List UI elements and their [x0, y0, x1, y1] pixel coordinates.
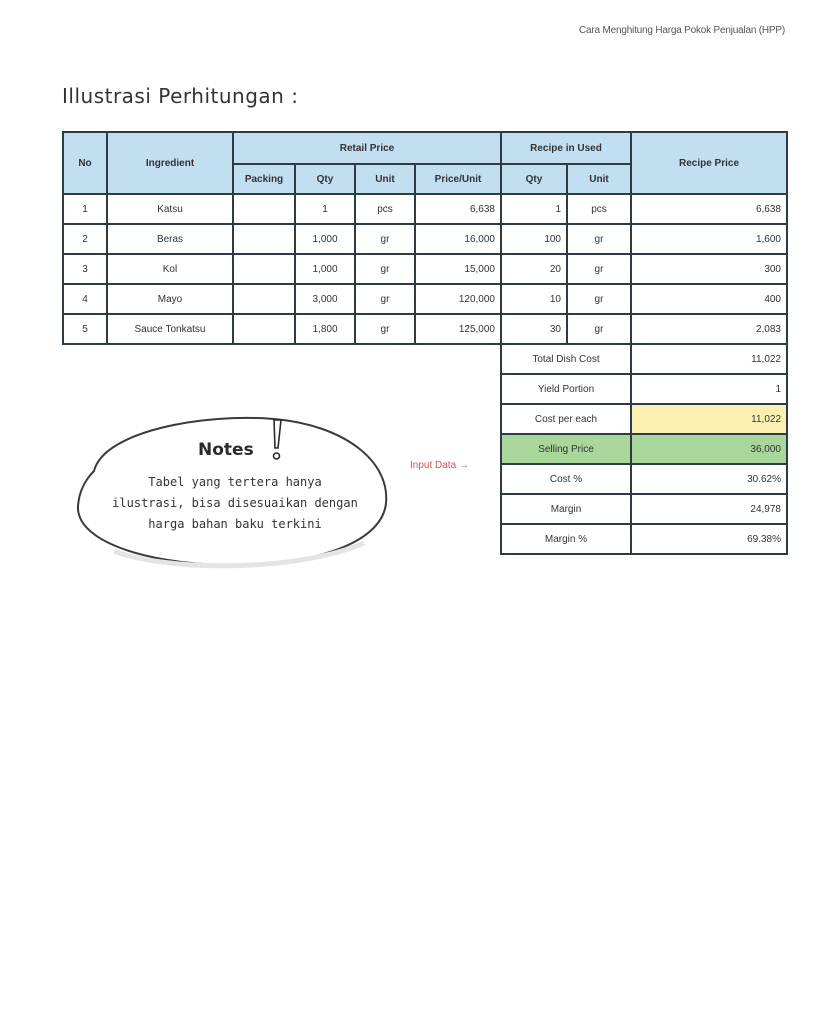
cell-ingredient: Beras: [107, 224, 233, 254]
header-qty: Qty: [295, 164, 355, 194]
cell-recipe-unit: gr: [567, 314, 631, 344]
cell-recipe-unit: gr: [567, 254, 631, 284]
header-packing: Packing: [233, 164, 295, 194]
header-recipe-unit: Unit: [567, 164, 631, 194]
summary-label: Yield Portion: [501, 374, 631, 404]
document-header: Cara Menghitung Harga Pokok Penjualan (HPP): [579, 25, 785, 36]
summary-label: Margin %: [501, 524, 631, 554]
cell-packing: [233, 194, 295, 224]
summary-label: Cost %: [501, 464, 631, 494]
header-recipe-qty: Qty: [501, 164, 567, 194]
cell-unit: gr: [355, 314, 415, 344]
cell-qty: 1,000: [295, 224, 355, 254]
cell-recipe-unit: gr: [567, 224, 631, 254]
summary-label: Margin: [501, 494, 631, 524]
notes-title-text: Notes: [198, 440, 254, 460]
cell-recipe-price: 6,638: [631, 194, 787, 224]
summary-value: 30.62%: [631, 464, 787, 494]
table-row: [63, 194, 787, 224]
header-unit: Unit: [355, 164, 415, 194]
cell-packing: [233, 284, 295, 314]
cell-no: 2: [63, 224, 107, 254]
cell-recipe-qty: 100: [501, 224, 567, 254]
summary-value-green: 69.38%: [631, 524, 787, 554]
cell-recipe-unit: gr: [567, 284, 631, 314]
header-retail-price: Retail Price: [233, 132, 501, 164]
input-data-hint: Input Data →: [410, 460, 469, 471]
cell-recipe-qty: 30: [501, 314, 567, 344]
table-row: [63, 284, 787, 314]
notes-title: [198, 440, 254, 460]
summary-row-yield-portion: [63, 374, 787, 404]
table-row: [63, 224, 787, 254]
page-title: Illustrasi Perhitungan :: [62, 84, 299, 108]
table-row: [63, 314, 787, 344]
selling-price-input[interactable]: 36,000: [631, 434, 787, 464]
notes-line: harga bahan baku terkini: [148, 517, 322, 531]
cell-no: 3: [63, 254, 107, 284]
table-row: [63, 254, 787, 284]
cell-price-unit: 120,000: [415, 284, 501, 314]
cell-recipe-qty: 20: [501, 254, 567, 284]
summary-value: 11,022: [631, 344, 787, 374]
cell-unit: gr: [355, 224, 415, 254]
cell-recipe-price: 300: [631, 254, 787, 284]
cell-recipe-qty: 1: [501, 194, 567, 224]
exclamation-icon: [268, 418, 286, 462]
cell-packing: [233, 254, 295, 284]
cell-ingredient: Sauce Tonkatsu: [107, 314, 233, 344]
cell-unit: gr: [355, 284, 415, 314]
summary-label-input: Selling Price: [501, 434, 631, 464]
cell-packing: [233, 224, 295, 254]
summary-value: 1: [631, 374, 787, 404]
cell-packing: [233, 314, 295, 344]
cell-ingredient: Katsu: [107, 194, 233, 224]
cell-qty: 3,000: [295, 284, 355, 314]
summary-label: Cost per each: [501, 404, 631, 434]
cell-price-unit: 6,638: [415, 194, 501, 224]
summary-value: 24,978: [631, 494, 787, 524]
cell-recipe-price: 2,083: [631, 314, 787, 344]
notes-line: ilustrasi, bisa disesuaikan dengan: [112, 496, 358, 510]
cell-recipe-qty: 10: [501, 284, 567, 314]
notes-line: Tabel yang tertera hanya: [148, 475, 322, 489]
cell-ingredient: Kol: [107, 254, 233, 284]
header-ingredient: Ingredient: [107, 132, 233, 194]
cell-qty: 1,000: [295, 254, 355, 284]
summary-value-highlighted: 11,022: [631, 404, 787, 434]
summary-row-total-dish-cost: [63, 344, 787, 374]
header-recipe-in-used: Recipe in Used: [501, 132, 631, 164]
cell-price-unit: 15,000: [415, 254, 501, 284]
cell-price-unit: 125,000: [415, 314, 501, 344]
cell-price-unit: 16,000: [415, 224, 501, 254]
cell-no: 1: [63, 194, 107, 224]
cell-no: 5: [63, 314, 107, 344]
cell-recipe-price: 1,600: [631, 224, 787, 254]
notes-text: [90, 472, 380, 535]
cell-unit: pcs: [355, 194, 415, 224]
header-no: No: [63, 132, 107, 194]
cell-unit: gr: [355, 254, 415, 284]
cell-recipe-price: 400: [631, 284, 787, 314]
cell-ingredient: Mayo: [107, 284, 233, 314]
cell-qty: 1,800: [295, 314, 355, 344]
cell-qty: 1: [295, 194, 355, 224]
header-recipe-price: Recipe Price: [631, 132, 787, 194]
header-price-unit: Price/Unit: [415, 164, 501, 194]
summary-label: Total Dish Cost: [501, 344, 631, 374]
cell-recipe-unit: pcs: [567, 194, 631, 224]
cell-no: 4: [63, 284, 107, 314]
